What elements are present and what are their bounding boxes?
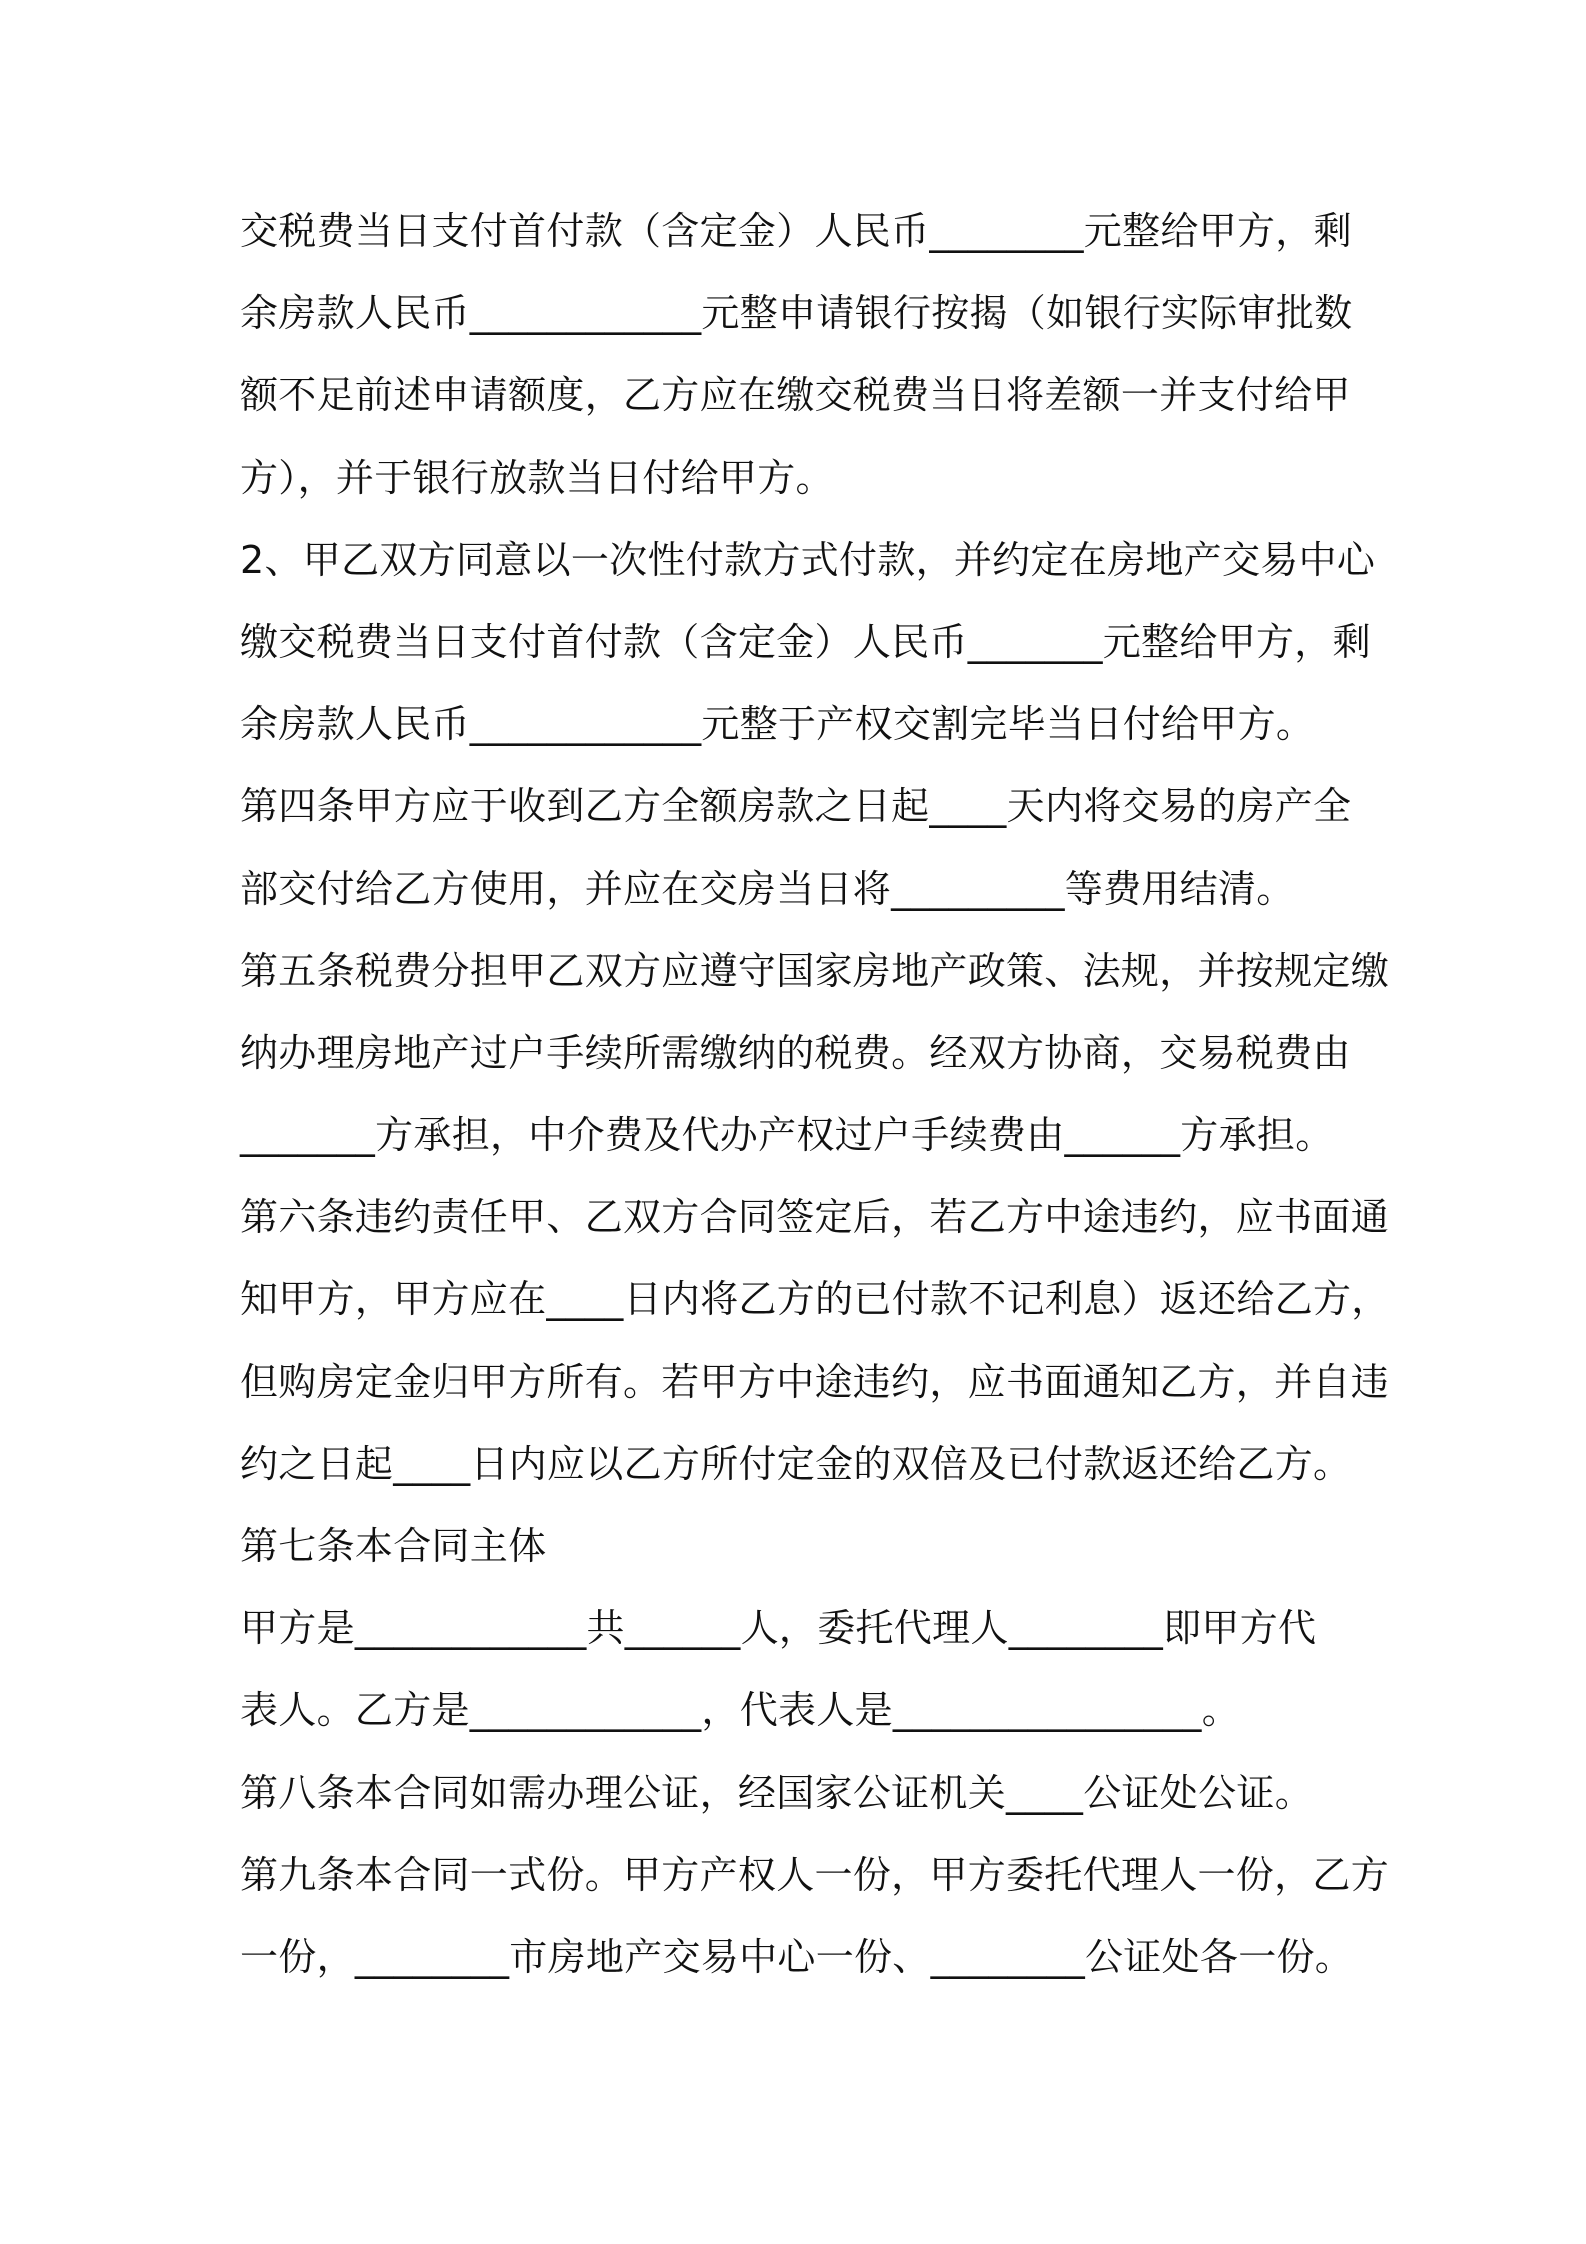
text-line: _______方承担，中介费及代办产权过户手续费由______方承担。 xyxy=(240,1113,1334,1158)
text-line: 纳办理房地产过户手续所需缴纳的税费。经双方协商，交易税费由 xyxy=(240,1030,1351,1075)
text-line: 但购房定金归甲方所有。若甲方中途违约，应书面通知乙方，并自违 xyxy=(240,1359,1390,1404)
text-line: 第四条甲方应于收到乙方全额房款之日起____天内将交易的房产全 xyxy=(240,784,1352,829)
text-line: 额不足前述申请额度，乙方应在缴交税费当日将差额一并支付给甲 xyxy=(240,373,1351,418)
text-line: 一份，________市房地产交易中心一份、________公证处各一份。 xyxy=(240,1934,1354,1979)
text-line: 第九条本合同一式份。甲方产权人一份，甲方委托代理人一份，乙方 xyxy=(240,1852,1390,1897)
text-line: 第八条本合同如需办理公证，经国家公证机关____公证处公证。 xyxy=(240,1770,1314,1815)
text-line: 交税费当日支付首付款（含定金）人民币________元整给甲方，剩 xyxy=(240,209,1352,253)
text-line: 甲方是____________共______人，委托代理人________即甲方代 xyxy=(240,1606,1317,1651)
text-line: 2、甲乙双方同意以一次性付款方式付款，并约定在房地产交易中心 xyxy=(240,537,1376,582)
text-line: 第六条违约责任甲、乙双方合同签定后，若乙方中途违约，应书面通 xyxy=(240,1195,1390,1240)
text-line: 表人。乙方是____________，代表人是________________。 xyxy=(240,1688,1241,1733)
contract-text xyxy=(240,190,1390,1998)
text-line: 余房款人民币____________元整申请银行按揭（如银行实际审批数 xyxy=(240,291,1353,336)
text-line: 第五条税费分担甲乙双方应遵守国家房地产政策、法规，并按规定缴 xyxy=(240,948,1390,993)
text-line: 方），并于银行放款当日付给甲方。 xyxy=(240,455,834,500)
text-line: 知甲方，甲方应在____日内将乙方的已付款不记利息）返还给乙方， xyxy=(240,1277,1390,1322)
text-line: 缴交税费当日支付首付款（含定金）人民币_______元整给甲方，剩 xyxy=(240,619,1371,664)
text-line: 余房款人民币____________元整于产权交割完毕当日付给甲方。 xyxy=(240,702,1315,747)
text-line: 第七条本合同主体 xyxy=(240,1524,547,1568)
text-line: 约之日起____日内应以乙方所付定金的双倍及已付款返还给乙方。 xyxy=(240,1441,1352,1486)
text-line: 部交付给乙方使用，并应在交房当日将_________等费用结清。 xyxy=(240,866,1295,911)
